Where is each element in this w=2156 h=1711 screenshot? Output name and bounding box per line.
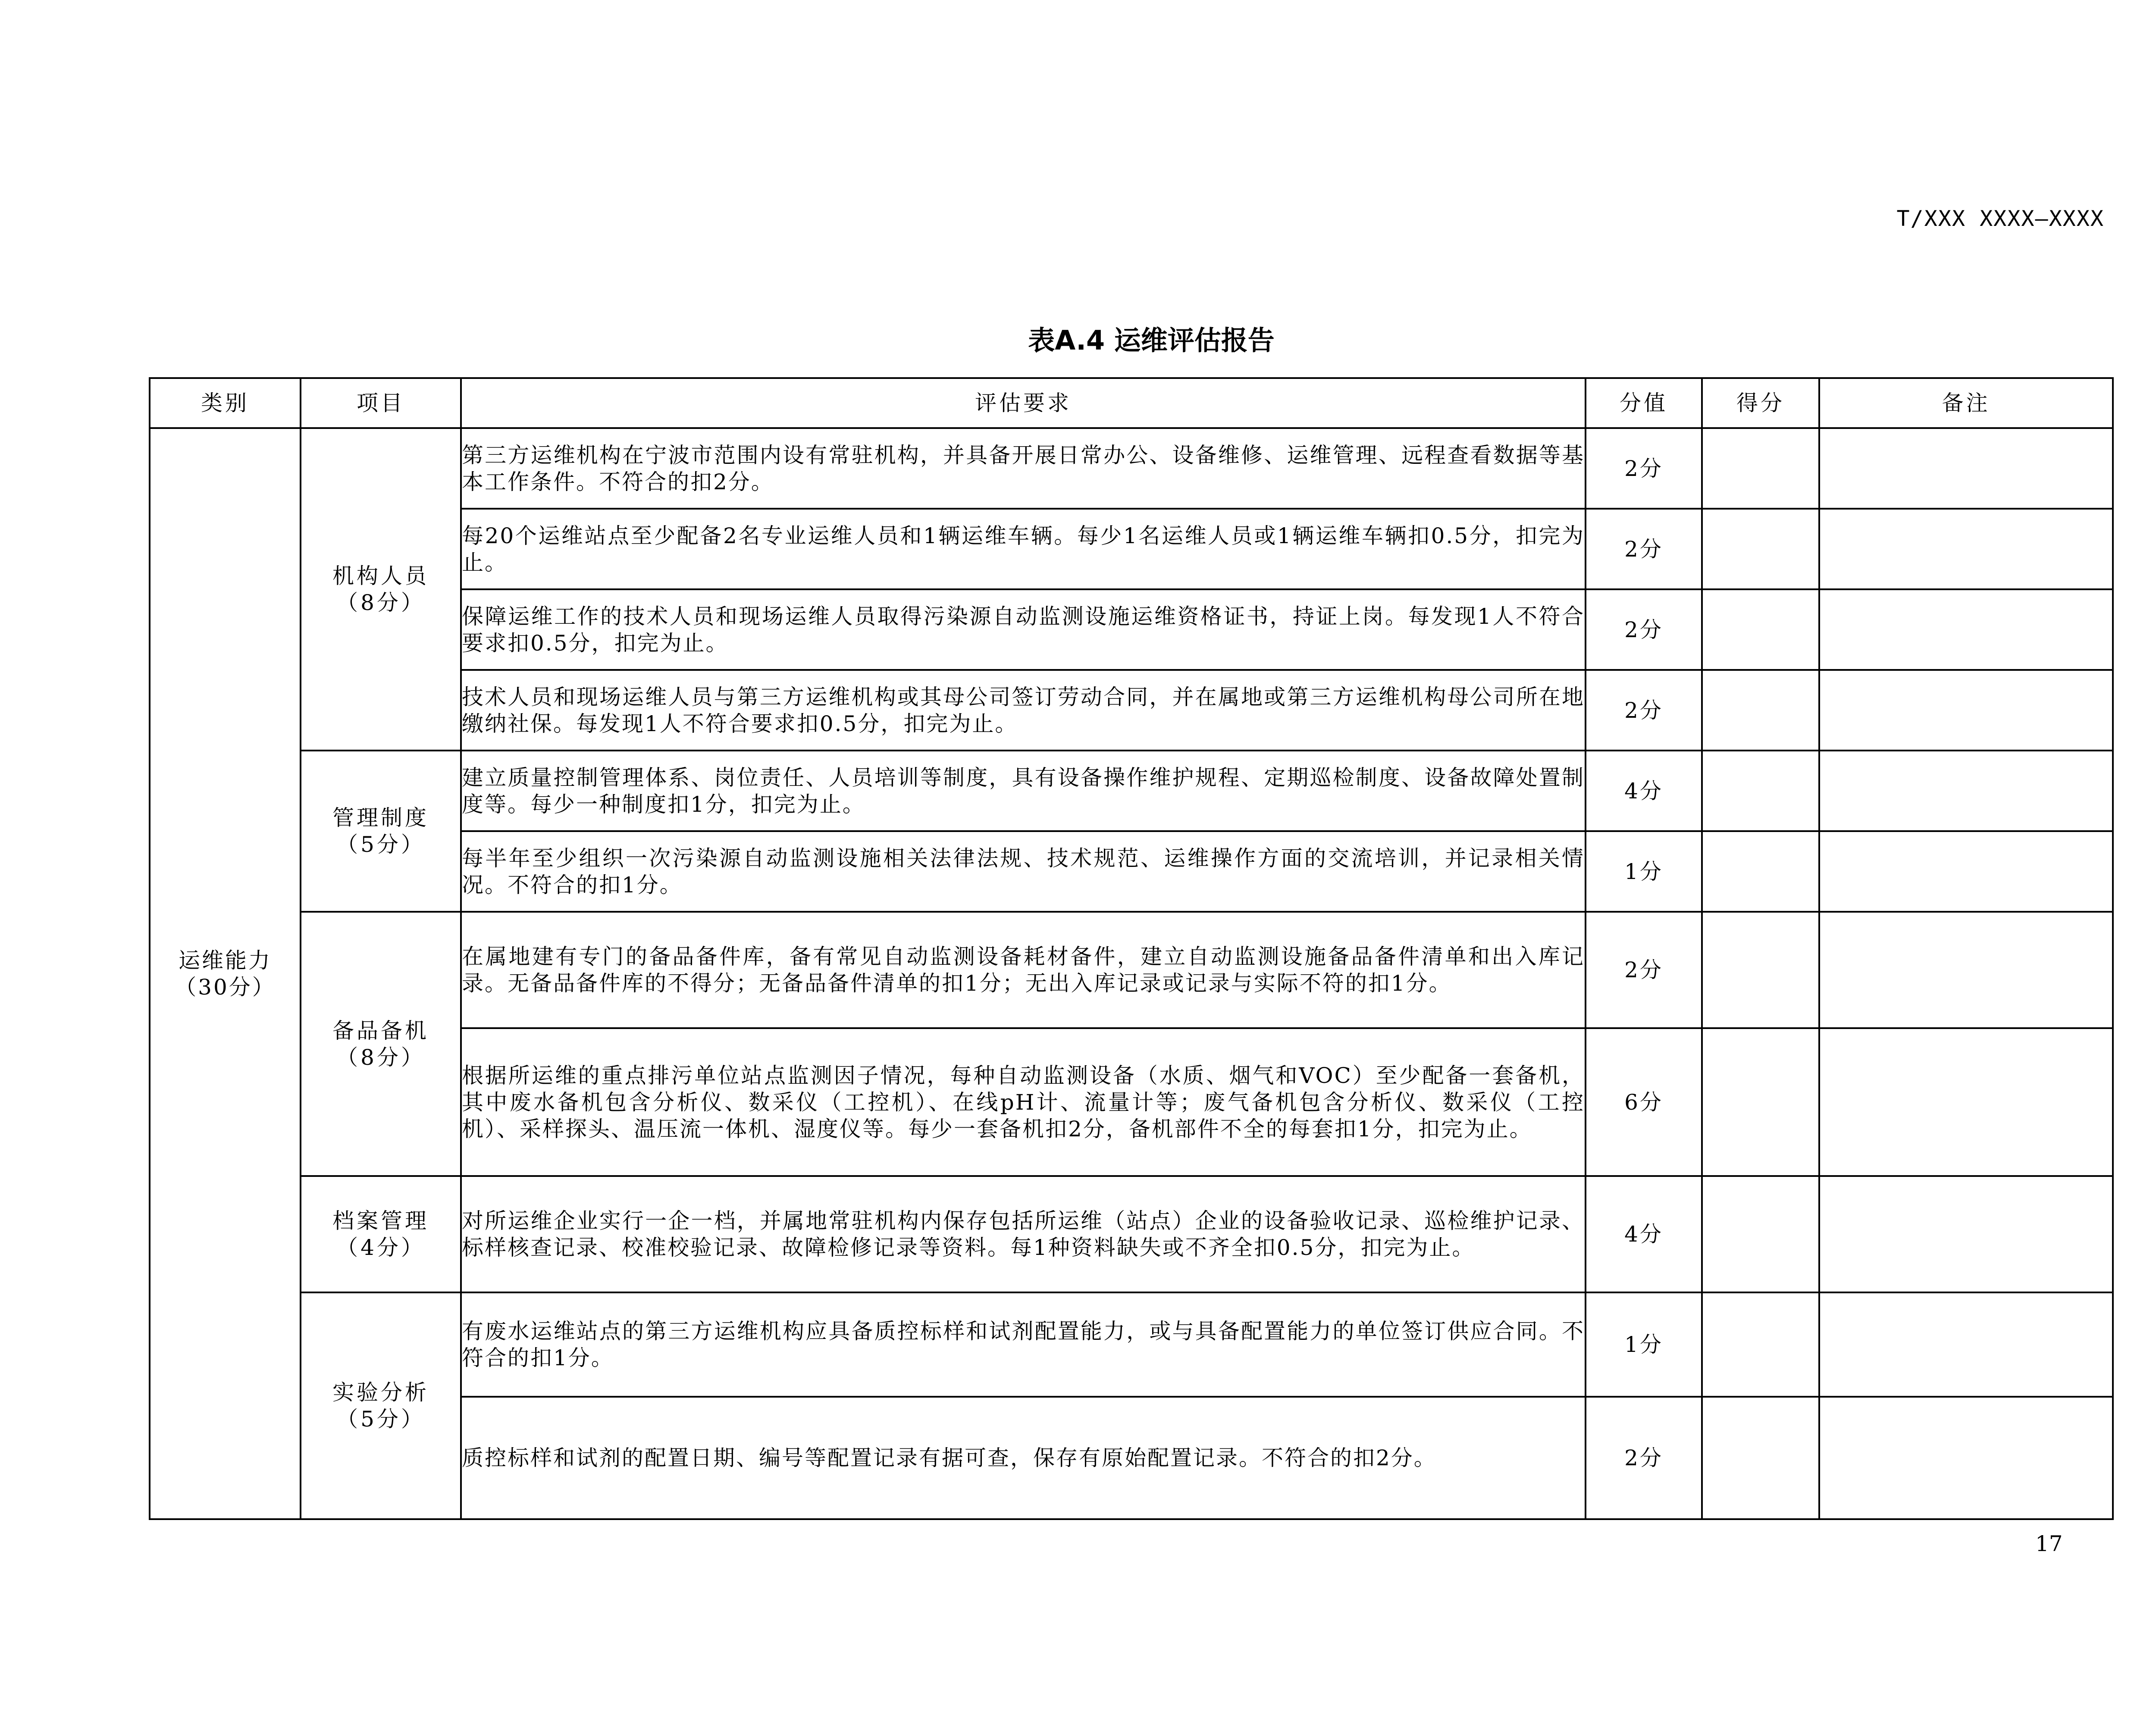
requirement-cell: 在属地建有专门的备品备件库，备有常见自动监测设备耗材备件，建立自动监测设施备品备件清单和出入库记录。无备品备件库的不得分；无备品备件清单的扣1分；无出入库记录或记录与实际不符的扣1分。 [461,912,1586,1028]
evaluation-table [149,377,2114,1520]
group-cell [301,751,461,912]
group-cell [301,428,461,751]
requirement-cell: 保障运维工作的技术人员和现场运维人员取得污染源自动监测设施运维资格证书，持证上岗。每发现1人不符合要求扣0.5分，扣完为止。 [461,589,1586,670]
page-number: 17 [2035,1531,2063,1556]
table-row [150,428,2113,509]
group-points: （5分） [336,1407,425,1432]
requirement-cell: 每半年至少组织一次污染源自动监测设施相关法律法规、技术规范、运维操作方面的交流培训，并记录相关情况。不符合的扣1分。 [461,831,1586,912]
table-title: 表A.4 运维评估报告 [1028,325,1275,356]
requirement-cell: 对所运维企业实行一企一档，并属地常驻机构内保存包括所运维（站点）企业的设备验收记录、巡检维护记录、标样核查记录、校准校验记录、故障检修记录等资料。每1种资料缺失或不齐全扣0.5分，扣完为止。 [461,1176,1586,1292]
requirement-cell: 每20个运维站点至少配备2名专业运维人员和1辆运维车辆。每少1名运维人员或1辆运维车辆扣0.5分，扣完为止。 [461,509,1586,589]
value-cell: 2分 [1586,912,1702,1028]
requirement-cell: 技术人员和现场运维人员与第三方运维机构或其母公司签订劳动合同，并在属地或第三方运维机构母公司所在地缴纳社保。每发现1人不符合要求扣0.5分，扣完为止。 [461,670,1586,751]
group-points: （4分） [336,1235,425,1260]
group-points: （8分） [336,590,425,615]
score-cell[interactable] [1702,1397,1819,1519]
note-cell[interactable] [1819,1292,2113,1397]
score-cell[interactable] [1702,670,1819,751]
value-cell: 1分 [1586,1292,1702,1397]
requirement-cell: 建立质量控制管理体系、岗位责任、人员培训等制度，具有设备操作维护规程、定期巡检制度、设备故障处置制度等。每少一种制度扣1分，扣完为止。 [461,751,1586,831]
header-requirement: 评估要求 [461,378,1586,428]
group-name: 实验分析 [332,1380,429,1405]
value-cell: 2分 [1586,670,1702,751]
header-note: 备注 [1819,378,2113,428]
category-points: （30分） [175,974,276,1000]
note-cell[interactable] [1819,670,2113,751]
group-cell [301,912,461,1176]
note-cell[interactable] [1819,1028,2113,1176]
score-cell[interactable] [1702,751,1819,831]
requirement-cell: 根据所运维的重点排污单位站点监测因子情况，每种自动监测设备（水质、烟气和VOC）至少配备一套备机，其中废水备机包含分析仪、数采仪（工控机）、在线pH计、流量计等；废气备机包含分析仪、数采仪（工控机）、采样探头、温压流一体机、湿度仪等。每少一套备机扣2分，备机部件不全的每套扣1分，扣完为止。 [461,1028,1586,1176]
document-code: T/XXX XXXX—XXXX [1896,206,2104,231]
note-cell[interactable] [1819,1176,2113,1292]
value-cell: 4分 [1586,751,1702,831]
score-cell[interactable] [1702,831,1819,912]
group-points: （8分） [336,1045,425,1070]
table-row [150,751,2113,831]
table-row [150,912,2113,1028]
category-name: 运维能力 [179,948,272,973]
header-score: 得分 [1702,378,1819,428]
score-cell[interactable] [1702,1176,1819,1292]
note-cell[interactable] [1819,589,2113,670]
note-cell[interactable] [1819,912,2113,1028]
value-cell: 2分 [1586,428,1702,509]
note-cell[interactable] [1819,509,2113,589]
score-cell[interactable] [1702,509,1819,589]
value-cell: 2分 [1586,1397,1702,1519]
table-row [150,1292,2113,1397]
score-cell[interactable] [1702,589,1819,670]
value-cell: 6分 [1586,1028,1702,1176]
requirement-cell: 有废水运维站点的第三方运维机构应具备质控标样和试剂配置能力，或与具备配置能力的单位签订供应合同。不符合的扣1分。 [461,1292,1586,1397]
value-cell: 2分 [1586,589,1702,670]
table-row [150,1176,2113,1292]
group-name: 备品备机 [332,1018,429,1043]
header-category: 类别 [150,378,301,428]
note-cell[interactable] [1819,831,2113,912]
table-header-row [150,378,2113,428]
category-cell [150,428,301,1519]
score-cell[interactable] [1702,1292,1819,1397]
header-item: 项目 [301,378,461,428]
group-name: 机构人员 [332,563,429,588]
value-cell: 1分 [1586,831,1702,912]
score-cell[interactable] [1702,912,1819,1028]
requirement-cell: 质控标样和试剂的配置日期、编号等配置记录有据可查，保存有原始配置记录。不符合的扣2分。 [461,1397,1586,1519]
note-cell[interactable] [1819,428,2113,509]
group-cell [301,1176,461,1292]
group-cell [301,1292,461,1519]
value-cell: 2分 [1586,509,1702,589]
group-points: （5分） [336,832,425,857]
note-cell[interactable] [1819,1397,2113,1519]
score-cell[interactable] [1702,428,1819,509]
header-value: 分值 [1586,378,1702,428]
group-name: 管理制度 [332,805,429,830]
note-cell[interactable] [1819,751,2113,831]
score-cell[interactable] [1702,1028,1819,1176]
value-cell: 4分 [1586,1176,1702,1292]
requirement-cell: 第三方运维机构在宁波市范围内设有常驻机构，并具备开展日常办公、设备维修、运维管理、远程查看数据等基本工作条件。不符合的扣2分。 [461,428,1586,509]
group-name: 档案管理 [332,1208,429,1233]
